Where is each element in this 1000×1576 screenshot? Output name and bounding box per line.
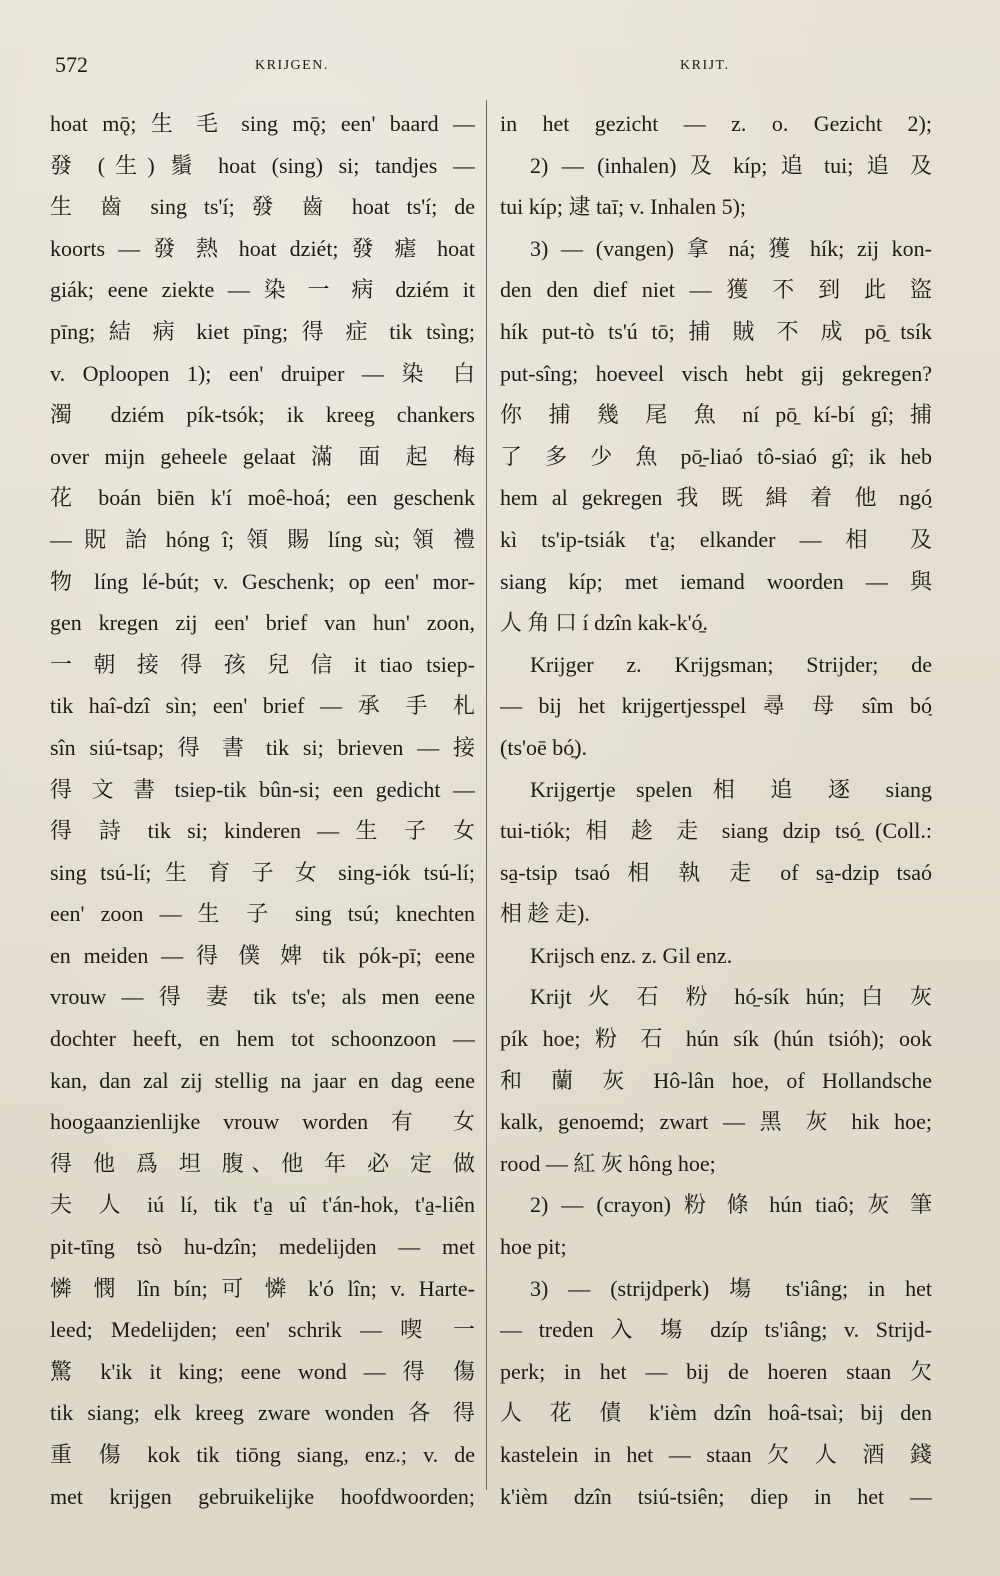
text-line: pīng; 結 病 kiet pīng; 得 症 tik tsìng; [50,318,475,344]
text-line: kastelein in het — staan 欠 人 酒 錢 [500,1442,932,1467]
text-line: giák; eene ziekte — 染 一 病 dziém it [50,277,475,303]
text-line: 物 líng lé-bút; v. Geschenk; op een' mor- [50,568,475,594]
text-line: sîn siú-tsap; 得 書 tik si; brieven — 接 [50,734,475,760]
text-line: pit-tīng tsò hu-dzîn; medelijden — met [50,1234,475,1260]
text-line: hem al gekregen 我 既 緝 着 他 ngó̱ [500,485,932,511]
text-line: 得 他 爲 坦 腹、他 年 必 定 做 [50,1150,475,1176]
text-line: hoe pit; [500,1234,567,1260]
text-line: v. Oploopen 1); een' druiper — 染 白 [50,360,475,386]
text-line: 得 文 書 tsiep-tik bûn-si; een gedicht — [50,776,475,802]
text-line: hoogaanzienlijke vrouw worden 有 女 [50,1109,475,1135]
text-line: 重 傷 kok tik tiōng siang, enz.; v. de [50,1442,475,1467]
right-column [500,103,932,1517]
text-line: 你 捕 幾 尾 魚 ní pō̱ kí-bí gî; 捕 [500,402,932,428]
text-line: 3) — (strijdperk) 塲 ts'iâng; in het [530,1275,932,1301]
text-line: 生 齒 sing ts'í; 發 齒 hoat ts'í; de [50,194,475,220]
running-head-left: KRIJGEN. [255,58,329,73]
text-line: en meiden — 得 僕 婢 tik pók-pī; eene [50,942,475,968]
entry-headword-line: Krijgertje spelen 相 追 逐 siang [530,776,932,802]
text-line: sing tsú-lí; 生 育 子 女 sing-iók tsú-lí; [50,859,475,885]
text-line: (ts'oē bó̱). [500,734,588,760]
text-line: 2) — (inhalen) 及 kíp; 追 tui; 追 及 [530,152,932,178]
text-line: 憐 憫 lîn bín; 可 憐 k'ó lîn; v. Harte- [50,1275,475,1301]
text-line: leed; Medelijden; een' schrik — 喫 一 [50,1317,475,1343]
column-divider [486,100,487,1490]
text-line: put-sîng; hoeveel visch hebt gij gekregen? [500,360,932,386]
text-line: — treden 入 塲 dzíp ts'iâng; v. Strijd- [500,1317,932,1343]
text-line: 一 朝 接 得 孩 兒 信 it tiao tsiep- [50,651,475,677]
text-line: tui kíp; 逮 taī; v. Inhalen 5); [500,194,747,220]
text-line: pík hoe; 粉 石 hún sík (hún tsióh); ook [500,1026,932,1052]
text-line: gen kregen zij een' brief van hun' zoon, [50,610,475,636]
text-line: 發 (生) 鬚 hoat (sing) si; tandjes — [50,152,475,178]
entry-headword-line: Krijsch enz. z. Gil enz. [530,942,733,968]
page-number: 572 [55,52,88,77]
text-line: 驚 k'ik it king; eene wond — 得 傷 [50,1358,475,1384]
page-header [55,52,945,88]
text-line: tik haî-dzî sìn; een' brief — 承 手 札 [50,693,475,719]
text-line: 夫 人 iú lí, tik t'a̱ uî t'án-hok, t'a̱-liên [50,1192,475,1218]
text-line: 相 趁 走). [500,901,590,927]
text-line: perk; in het — bij de hoeren staan 欠 [500,1358,932,1384]
text-line: 了 多 少 魚 pō̱-liaó tô-siaó gî; ik heb [500,443,932,469]
entry-headword-line: Krijger z. Krijgsman; Strijder; de [530,651,932,677]
text-line: hík put-tò ts'ú tō; 捕 賊 不 成 pō̱ tsík [500,318,932,344]
text-line: een' zoon — 生 子 sing tsú; knechten [50,901,475,927]
text-line: koorts — 發 熱 hoat dziét; 發 瘧 hoat [50,235,475,261]
text-line: — bij het krijgertjesspel 尋 母 sîm bó̱ [500,693,932,719]
text-line: 濁 dziém pík-tsók; ik kreeg chankers [50,402,475,428]
text-line: 人 花 債 k'ièm dzîn hoâ-tsaì; bij den [500,1400,932,1426]
text-line: 得 詩 tik si; kinderen — 生 子 女 [50,818,475,844]
text-line: in het gezicht — z. o. Gezicht 2); [500,111,932,136]
text-line: sa̱-tsip tsaó 相 執 走 of sa̱-dzip tsaó [500,859,932,885]
text-line: rood — 紅 灰 hông hoe; [500,1150,716,1176]
text-line: kan, dan zal zij stellig na jaar en dag eene [50,1067,475,1093]
text-line: kì ts'ip-tsiák t'a̱; elkander — 相 及 [500,526,932,552]
text-line: met krijgen gebruikelijke hoofdwoorden; [50,1483,475,1509]
text-line: dochter heeft, en hem tot schoonzoon — [50,1026,475,1052]
text-line: hoat mǭ; 生 毛 sing mǭ; een' baard — [50,111,475,136]
text-line: — 貺 詒 hóng î; 領 賜 líng sù; 領 禮 [50,526,475,552]
running-head-right: KRIJT. [680,58,730,73]
text-line: 人 角 口 í dzîn kak-k'ó̱. [500,610,709,636]
text-line: siang kíp; met iemand woorden — 與 [500,568,932,594]
text-line: 2) — (crayon) 粉 條 hún tiaô; 灰 筆 [530,1192,932,1218]
text-line: 3) — (vangen) 拿 ná; 獲 hík; zij kon- [530,235,932,261]
text-line: kalk, genoemd; zwart — 黑 灰 hik hoe; [500,1109,932,1135]
left-column [50,103,475,1517]
text-line: den den dief niet — 獲 不 到 此 盜 [500,277,932,303]
text-line: tik siang; elk kreeg zware wonden 各 得 [50,1400,475,1426]
entry-headword-line: Krijt 火 石 粉 hó̱-sík hún; 白 灰 [530,984,932,1010]
text-line: over mijn geheele gelaat 滿 面 起 梅 [50,443,475,469]
text-line: 花 boán biēn k'í moê-hoá; een geschenk [50,485,475,511]
text-line: tui-tiók; 相 趁 走 siang dzip tsó̱ (Coll.: [500,818,932,844]
text-line: 和 蘭 灰 Hô-lân hoe, of Hollandsche [500,1067,932,1093]
text-line: vrouw — 得 妻 tik ts'e; als men eene [50,984,475,1010]
text-line: k'ièm dzîn tsiú-tsiên; diep in het — [500,1483,932,1509]
